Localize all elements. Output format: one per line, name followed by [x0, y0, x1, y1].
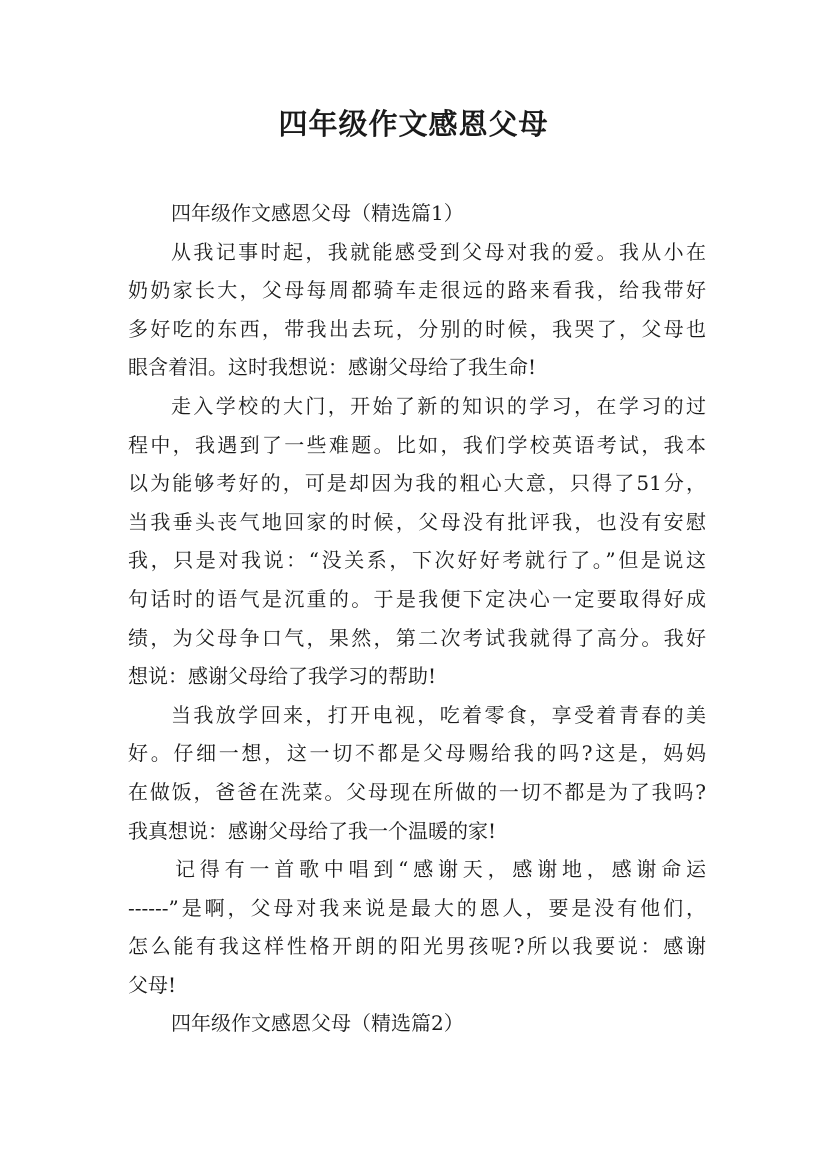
- text-line: 以为能够考好的，可是却因为我的粗心大意，只得了51分，: [128, 471, 706, 496]
- text-line: 四年级作文感恩父母（精选篇2）: [171, 1011, 464, 1036]
- text-line: 眼含着泪。这时我想说：感谢父母给了我生命!: [128, 355, 537, 380]
- document-body: [128, 194, 706, 1043]
- text-line: 怎么能有我这样性格开朗的阳光男孩呢?所以我要说：感谢: [128, 934, 706, 959]
- text-line: 在做饭，爸爸在洗菜。父母现在所做的一切不都是为了我吗?: [128, 779, 706, 804]
- text-line: 我，只是对我说：“没关系，下次好好考就行了。”但是说这: [128, 548, 706, 573]
- text-line: 程中，我遇到了一些难题。比如，我们学校英语考试，我本: [128, 432, 706, 457]
- text-line: ------”是啊，父母对我来说是最大的恩人，要是没有他们，: [128, 895, 706, 920]
- text-line: 父母!: [128, 972, 177, 997]
- text-line: 想说：感谢父母给了我学习的帮助!: [128, 664, 437, 689]
- text-line: 走入学校的大门，开始了新的知识的学习，在学习的过: [171, 393, 706, 418]
- text-line: 从我记事时起，我就能感受到父母对我的爱。我从小在: [171, 239, 706, 264]
- text-line: 我真想说：感谢父母给了我一个温暖的家!: [128, 818, 497, 843]
- text-line: 记得有一首歌中唱到“感谢天，感谢地，感谢命运: [175, 857, 706, 882]
- text-line: 当我放学回来，打开电视，吃着零食，享受着青春的美: [171, 702, 706, 727]
- text-line: 当我垂头丧气地回家的时候，父母没有批评我，也没有安慰: [128, 509, 706, 534]
- text-line: 多好吃的东西，带我出去玩，分别的时候，我哭了，父母也: [128, 316, 706, 341]
- text-line: 绩，为父母争口气，果然，第二次考试我就得了高分。我好: [128, 625, 706, 650]
- text-line: 奶奶家长大，父母每周都骑车走很远的路来看我，给我带好: [128, 278, 706, 303]
- text-line: 四年级作文感恩父母（精选篇1）: [171, 201, 464, 225]
- text-line: 句话时的语气是沉重的。于是我便下定决心一定要取得好成: [128, 586, 706, 611]
- document-title: 四年级作文感恩父母: [278, 107, 549, 141]
- text-line: 好。仔细一想，这一切不都是父母赐给我的吗?这是，妈妈: [128, 741, 706, 766]
